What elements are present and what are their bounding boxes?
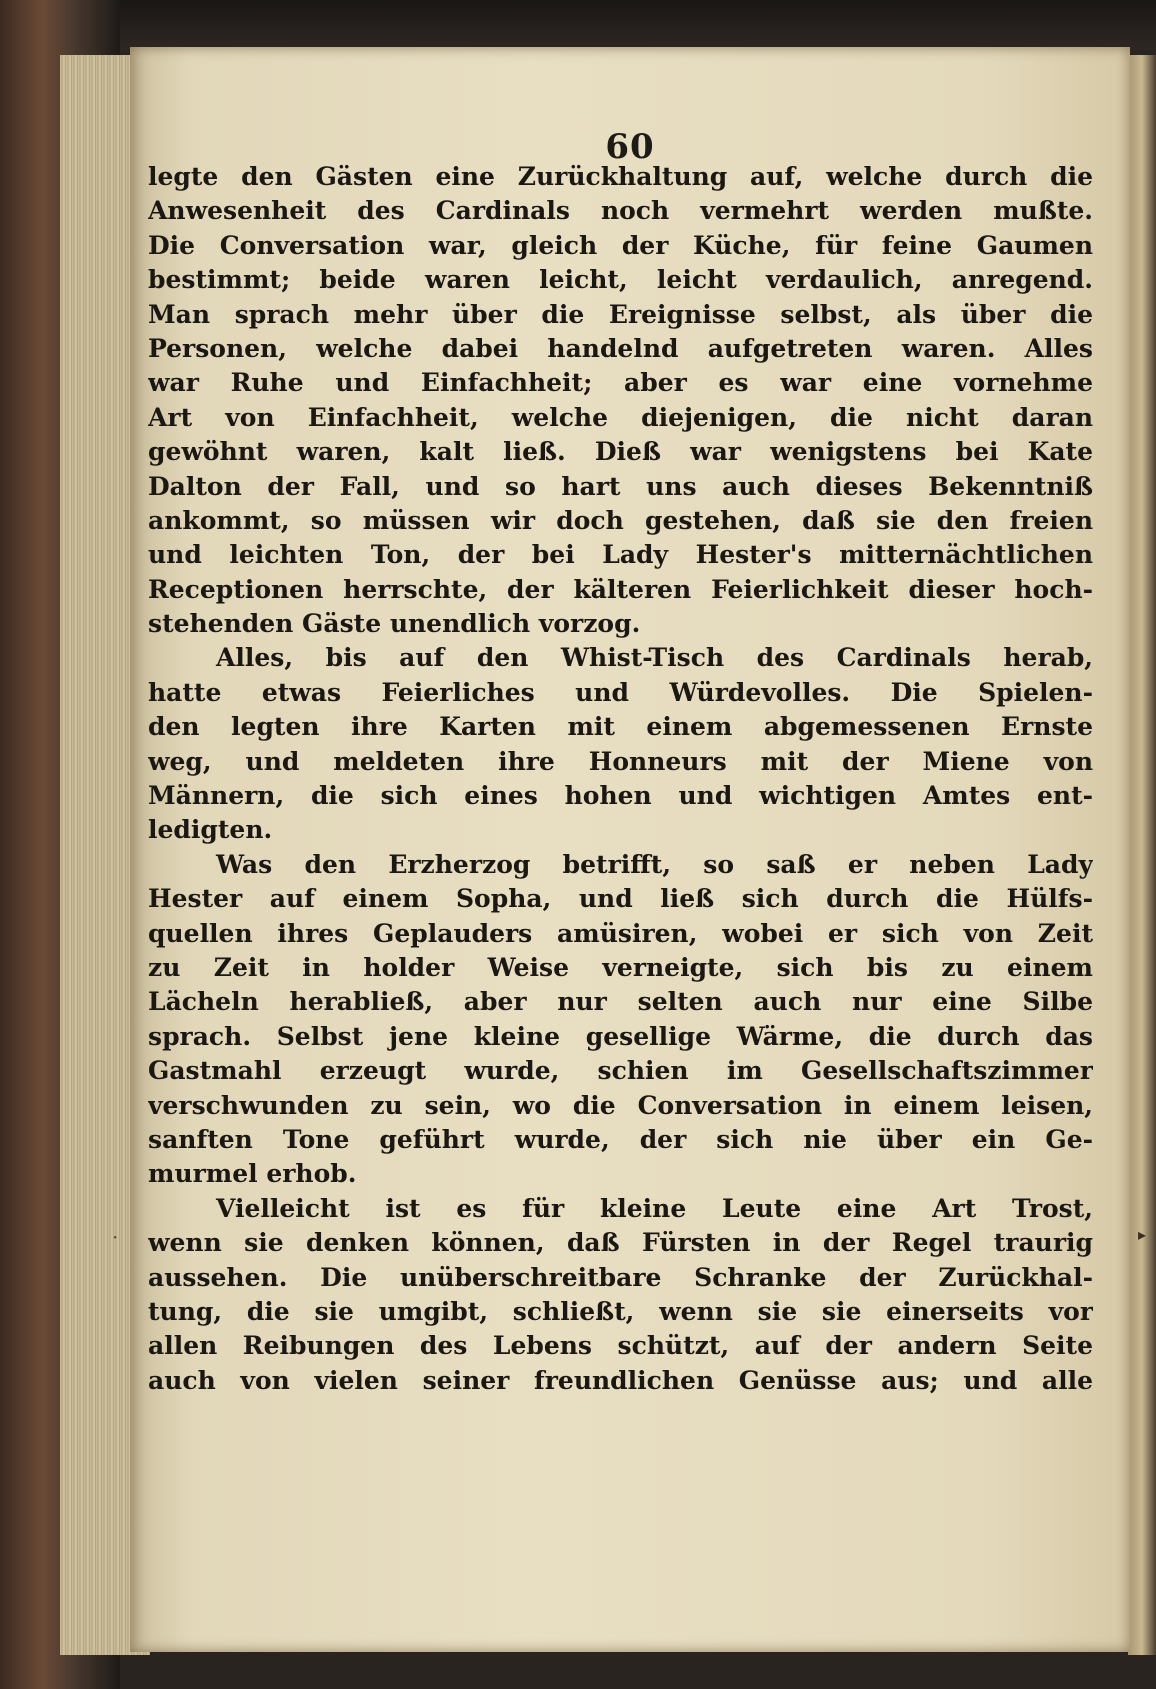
text-line: quellen ihres Geplauders amüsiren, wobei er sich von Zeit (148, 918, 1093, 948)
text-line: ledigten. (148, 815, 273, 845)
text-line: Vielleicht ist es für kleine Leute eine Art Trost, (216, 1193, 1093, 1223)
text-line: Hester auf einem Sopha, und ließ sich durch die Hülfs- (148, 884, 1093, 914)
text-line: sanften Tone geführt wurde, der sich nie über ein Ge- (148, 1124, 1093, 1154)
text-line: den legten ihre Karten mit einem abgemessenen Ernste (148, 712, 1093, 742)
margin-mark-right: ▸ (1138, 1225, 1147, 1244)
text-line: Alles, bis auf den Whist-Tisch des Cardinals herab, (216, 643, 1093, 673)
text-line: zu Zeit in holder Weise verneigte, sich bis zu einem (148, 952, 1093, 982)
text-line: allen Reibungen des Lebens schützt, auf der andern Seite (148, 1331, 1093, 1361)
text-line: wenn sie denken können, daß Fürsten in der Regel traurig (148, 1228, 1093, 1258)
text-line: verschwunden zu sein, wo die Conversation in einem leisen, (148, 1090, 1093, 1120)
text-line: legte den Gästen eine Zurückhaltung auf, welche durch die (148, 162, 1093, 191)
text-line: war Ruhe und Einfachheit; aber es war eine vornehme (148, 368, 1093, 398)
text-line: Anwesenheit des Cardinals noch vermehrt werden mußte. (148, 196, 1093, 226)
text-line: Receptionen herrschte, der kälteren Feierlichkeit dieser hoch- (148, 574, 1093, 604)
text-line: aussehen. Die unüberschreitbare Schranke der Zurückhal- (148, 1262, 1093, 1292)
text-line: murmel erhob. (148, 1159, 357, 1189)
text-line: bestimmt; beide waren leicht, leicht verdaulich, anregend. (148, 265, 1093, 295)
text-line: sprach. Selbst jene kleine gesellige Wärme, die durch das (148, 1021, 1093, 1051)
book-cover-top (0, 0, 1156, 50)
text-line: stehenden Gäste unendlich vorzog. (148, 609, 641, 639)
book-right-edge (1128, 55, 1156, 1655)
text-line: gewöhnt waren, kalt ließ. Dieß war wenigstens bei Kate (148, 437, 1093, 467)
text-line: Man sprach mehr über die Ereignisse selbst, als über die (148, 299, 1093, 329)
text-line: Dalton der Fall, und so hart uns auch dieses Bekenntniß (148, 471, 1093, 501)
text-line: Was den Erzherzog betrifft, so saß er neben Lady (216, 849, 1093, 879)
text-line: ankommt, so müssen wir doch gestehen, daß sie den freien (148, 505, 1093, 535)
text-line: Gastmahl erzeugt wurde, schien im Gesellschaftszimmer (148, 1056, 1093, 1086)
text-line: auch von vielen seiner freundlichen Genüsse aus; und alle (148, 1365, 1093, 1395)
text-line: Art von Einfachheit, welche diejenigen, die nicht daran (148, 402, 1093, 432)
margin-mark-left: · (112, 1225, 119, 1249)
text-line: hatte etwas Feierliches und Würdevolles. Die Spielen- (148, 677, 1093, 707)
text-line: und leichten Ton, der bei Lady Hester's mitternächtlichen (148, 540, 1093, 570)
text-line: Personen, welche dabei handelnd aufgetreten waren. Alles (148, 333, 1093, 363)
text-line: Männern, die sich eines hohen und wichtigen Amtes ent- (148, 781, 1093, 811)
text-line: tung, die sie umgibt, schließt, wenn sie sie einerseits vor (148, 1296, 1093, 1326)
body-text (148, 160, 1093, 1398)
text-line: Lächeln herabließ, aber nur selten auch nur eine Silbe (148, 987, 1093, 1017)
text-line: weg, und meldeten ihre Honneurs mit der Miene von (148, 746, 1093, 776)
page-number: 60 (605, 127, 655, 167)
text-line: Die Conversation war, gleich der Küche, für feine Gaumen (148, 230, 1093, 260)
